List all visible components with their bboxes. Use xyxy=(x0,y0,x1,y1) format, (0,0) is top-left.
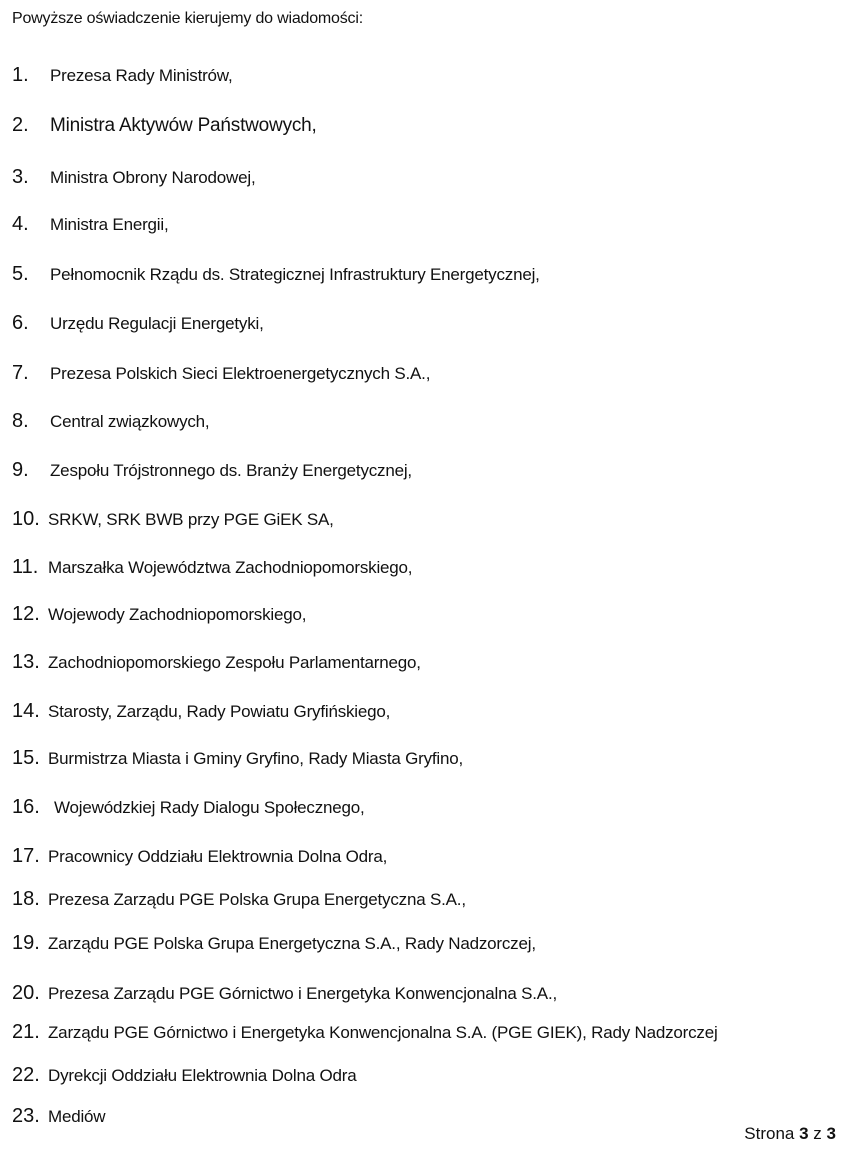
list-item xyxy=(12,845,387,868)
list-item xyxy=(12,166,256,189)
item-number: 4. xyxy=(12,213,29,235)
item-number: 23. xyxy=(12,1105,40,1127)
item-text: Zarządu PGE Górnictwo i Energetyka Konwencjonalna S.A. (PGE GIEK), Rady Nadzorczej xyxy=(48,1023,718,1042)
item-text: Zespołu Trójstronnego ds. Branży Energetycznej, xyxy=(50,461,412,480)
list-item xyxy=(12,796,365,819)
item-number: 6. xyxy=(12,312,29,334)
list-item xyxy=(12,312,264,335)
list-item xyxy=(12,603,306,626)
item-number: 15. xyxy=(12,747,40,769)
list-item xyxy=(12,747,463,770)
item-text: Burmistrza Miasta i Gminy Gryfino, Rady Miasta Gryfino, xyxy=(48,749,464,768)
item-text: Ministra Aktywów Państwowych, xyxy=(50,115,317,136)
item-text: Prezesa Rady Ministrów, xyxy=(50,66,233,85)
list-item xyxy=(12,362,430,385)
page-total: 3 xyxy=(826,1124,836,1143)
item-number: 19. xyxy=(12,932,40,954)
item-number: 18. xyxy=(12,888,40,910)
list-item xyxy=(12,64,232,87)
item-number: 21. xyxy=(12,1021,40,1043)
page-number xyxy=(744,1124,836,1144)
list-item xyxy=(12,410,209,433)
list-item xyxy=(12,263,540,286)
item-number: 13. xyxy=(12,651,40,673)
page-label: Strona xyxy=(744,1124,795,1143)
list-item xyxy=(12,700,390,723)
list-item xyxy=(12,556,412,579)
item-text: Urzędu Regulacji Energetyki, xyxy=(50,314,264,333)
item-number: 3. xyxy=(12,166,29,188)
list-item xyxy=(12,932,536,955)
list-item xyxy=(12,1064,357,1087)
item-number: 7. xyxy=(12,362,29,384)
list-item xyxy=(12,1021,718,1044)
item-number: 11. xyxy=(12,556,39,578)
item-number: 22. xyxy=(12,1064,40,1086)
item-text: Mediów xyxy=(48,1107,106,1126)
list-item xyxy=(12,114,317,137)
list-item xyxy=(12,508,334,531)
item-number: 12. xyxy=(12,603,40,625)
item-number: 14. xyxy=(12,700,40,722)
intro-text: Powyższe oświadczenie kierujemy do wiadomości: xyxy=(12,10,363,27)
item-number: 9. xyxy=(12,459,29,481)
item-text: Zarządu PGE Polska Grupa Energetyczna S.A., Rady Nadzorczej, xyxy=(48,934,536,953)
list-item xyxy=(12,888,466,911)
item-text: Prezesa Polskich Sieci Elektroenergetycznych S.A., xyxy=(50,364,431,383)
item-text: Pełnomocnik Rządu ds. Strategicznej Infrastruktury Energetycznej, xyxy=(50,265,540,284)
list-item xyxy=(12,459,412,482)
item-number: 16. xyxy=(12,796,40,818)
page-separator: z xyxy=(813,1124,822,1143)
item-text: Pracownicy Oddziału Elektrownia Dolna Odra, xyxy=(48,847,388,866)
item-text: Wojewody Zachodniopomorskiego, xyxy=(48,605,307,624)
item-text: Zachodniopomorskiego Zespołu Parlamentarnego, xyxy=(48,653,421,672)
item-text: Ministra Energii, xyxy=(50,215,169,234)
list-item xyxy=(12,982,557,1005)
list-item xyxy=(12,1105,105,1128)
item-text: Prezesa Zarządu PGE Polska Grupa Energetyczna S.A., xyxy=(48,890,466,909)
item-text: Dyrekcji Oddziału Elektrownia Dolna Odra xyxy=(48,1066,357,1085)
item-text: Wojewódzkiej Rady Dialogu Społecznego, xyxy=(54,798,365,817)
item-number: 5. xyxy=(12,263,29,285)
item-number: 10. xyxy=(12,508,40,530)
item-number: 8. xyxy=(12,410,29,432)
item-text: Central związkowych, xyxy=(50,412,210,431)
item-number: 17. xyxy=(12,845,40,867)
item-text: SRKW, SRK BWB przy PGE GiEK SA, xyxy=(48,510,334,529)
item-number: 2. xyxy=(12,114,29,136)
item-text: Marszałka Województwa Zachodniopomorskiego, xyxy=(48,558,413,577)
list-item xyxy=(12,213,168,236)
item-text: Prezesa Zarządu PGE Górnictwo i Energetyka Konwencjonalna S.A., xyxy=(48,984,557,1003)
page-current: 3 xyxy=(799,1124,809,1143)
item-number: 1. xyxy=(12,64,29,86)
item-text: Starosty, Zarządu, Rady Powiatu Gryfińskiego, xyxy=(48,702,391,721)
item-number: 20. xyxy=(12,982,40,1004)
item-text: Ministra Obrony Narodowej, xyxy=(50,168,256,187)
list-item xyxy=(12,651,421,674)
